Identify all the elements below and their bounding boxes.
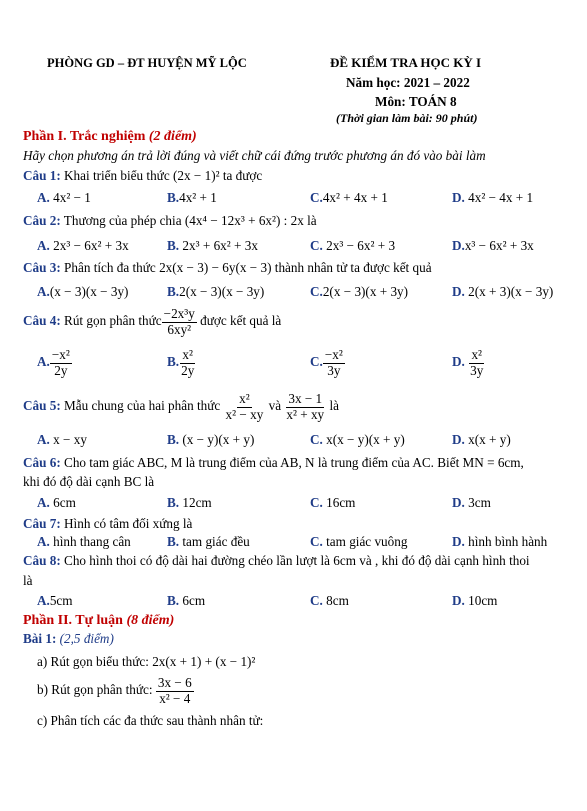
option-6c: C. 16cm	[310, 495, 356, 510]
option-3b: B.2(x − 3)(x − 3y)	[167, 284, 265, 299]
option-2a: A. 2x³ − 6x² + 3x	[37, 238, 129, 253]
question-6-line2: khi đó độ dài cạnh BC là	[23, 474, 155, 489]
option-7c: C. tam giác vuông	[310, 534, 408, 549]
question-4: Câu 4: Rút gọn phân thức $\frac{\text{−2x³y}}{\text{6xy²}}$ được kết quả là	[23, 306, 282, 337]
part2-points: (8 điểm)	[126, 613, 175, 628]
option-6b: B. 12cm	[167, 495, 212, 510]
option-5a: A. x − xy	[37, 432, 87, 447]
option-4c: C. $\frac{\text{−x²}}{3y}$	[310, 347, 343, 378]
bai1-a: a) Rút gọn biểu thức: 2x(x + 1) + (x − 1)²	[37, 654, 256, 669]
option-2b: B. 2x³ + 6x² + 3x	[167, 238, 258, 253]
option-7a: A. hình thang cân	[37, 534, 131, 549]
option-6a: A. 6cm	[37, 495, 76, 510]
bai1-b: b) Rút gọn phân thức: $\frac{3x - 6}{\text{x² − 4}}$	[37, 675, 192, 706]
option-3a: A.(x − 3)(x − 3y)	[37, 284, 129, 299]
question-tail: ta được	[222, 168, 263, 183]
option-8d: D. 10cm	[452, 593, 498, 608]
option-4b: B. $\frac{\text{x²}}{2y}$	[167, 347, 195, 378]
part1-instruction: Hãy chọn phương án trả lời đúng và viết chữ cái đứng trước phương án đó vào bài làm	[23, 148, 486, 163]
option-8a: A.5cm	[37, 593, 73, 608]
option-1c: C.4x² + 4x + 1	[310, 190, 388, 205]
part2-heading	[23, 613, 174, 629]
question-6: Câu 6: Cho tam giác ABC, M là trung điểm của AB, N là trung điểm của AC. Biết MN = 6cm,	[23, 455, 524, 470]
option-1d: D. 4x² − 4x + 1	[452, 190, 534, 205]
option-3c: C.2(x − 3)(x + 3y)	[310, 284, 409, 299]
option-6d: D. 3cm	[452, 495, 491, 510]
option-8b: B. 6cm	[167, 593, 206, 608]
option-5b: B. (x − y)(x + y)	[167, 432, 255, 447]
question-2: Câu 2: Thương của phép chia (4x⁴ − 12x³ + 6x²) : 2x là	[23, 213, 317, 228]
school-year: Năm học: 2021 – 2022	[346, 75, 470, 90]
option-4d: D. $\frac{\text{x²}}{3y}$	[452, 347, 484, 378]
part1-heading	[23, 129, 197, 145]
question-expr: (2x − 1)²	[172, 168, 220, 183]
school-name: PHÒNG GD – ĐT HUYỆN MỸ LỘC	[47, 56, 247, 70]
option-1b: B.4x² + 1	[167, 190, 217, 205]
question-7: Câu 7: Hình có tâm đối xứng là	[23, 516, 193, 531]
exam-time: (Thời gian làm bài: 90 phút)	[336, 111, 478, 125]
option-7b: B. tam giác đều	[167, 534, 250, 549]
bai1-heading: Bài 1: (2,5 điểm)	[23, 631, 114, 646]
option-3d: D. 2(x + 3)(x − 3y)	[452, 284, 554, 299]
subject: Môn: TOÁN 8	[375, 94, 457, 109]
question-label: Câu 1:	[23, 168, 61, 183]
option-7d: D. hình bình hành	[452, 534, 548, 549]
part1-points: (2 điểm)	[148, 129, 197, 144]
question-8: Câu 8: Cho hình thoi có độ dài hai đường chéo lần lượt là 6cm và , khi đó độ dài cạnh hình thoi	[23, 553, 530, 568]
option-1a: A. 4x² − 1	[37, 190, 91, 205]
exam-title: ĐỀ KIỂM TRA HỌC KỲ I	[330, 55, 482, 70]
bai1-c: c) Phân tích các đa thức sau thành nhân tử:	[37, 713, 264, 728]
option-2d: D.x³ − 6x² + 3x	[452, 238, 534, 253]
option-5c: C. x(x − y)(x + y)	[310, 432, 405, 447]
question-8-line2: là	[23, 573, 33, 588]
question-5: Câu 5: Mẫu chung của hai phân thức $\frac{\text{x²}}{\text{x² − xy}}$ và $\frac{3x - 1}{\text{x² + xy}}$ là	[23, 391, 339, 422]
option-2c: C. 2x³ − 6x² + 3	[310, 238, 396, 253]
question-text: Khai triển biểu thức	[64, 168, 170, 183]
part1-title: Phần I. Trắc nghiệm	[23, 129, 146, 144]
question-fraction: $\frac{\text{−2x³y}}{\text{6xy²}}$	[163, 306, 195, 337]
question-1	[23, 168, 262, 183]
part2-title: Phần II. Tự luận	[23, 613, 123, 628]
option-5d: D. x(x + y)	[452, 432, 511, 447]
question-3: Câu 3: Phân tích đa thức 2x(x − 3) − 6y(x − 3) thành nhân tử ta được kết quả	[23, 260, 432, 275]
option-8c: C. 8cm	[310, 593, 349, 608]
option-4a: A. $\frac{\text{−x²}}{2y}$	[37, 347, 70, 378]
